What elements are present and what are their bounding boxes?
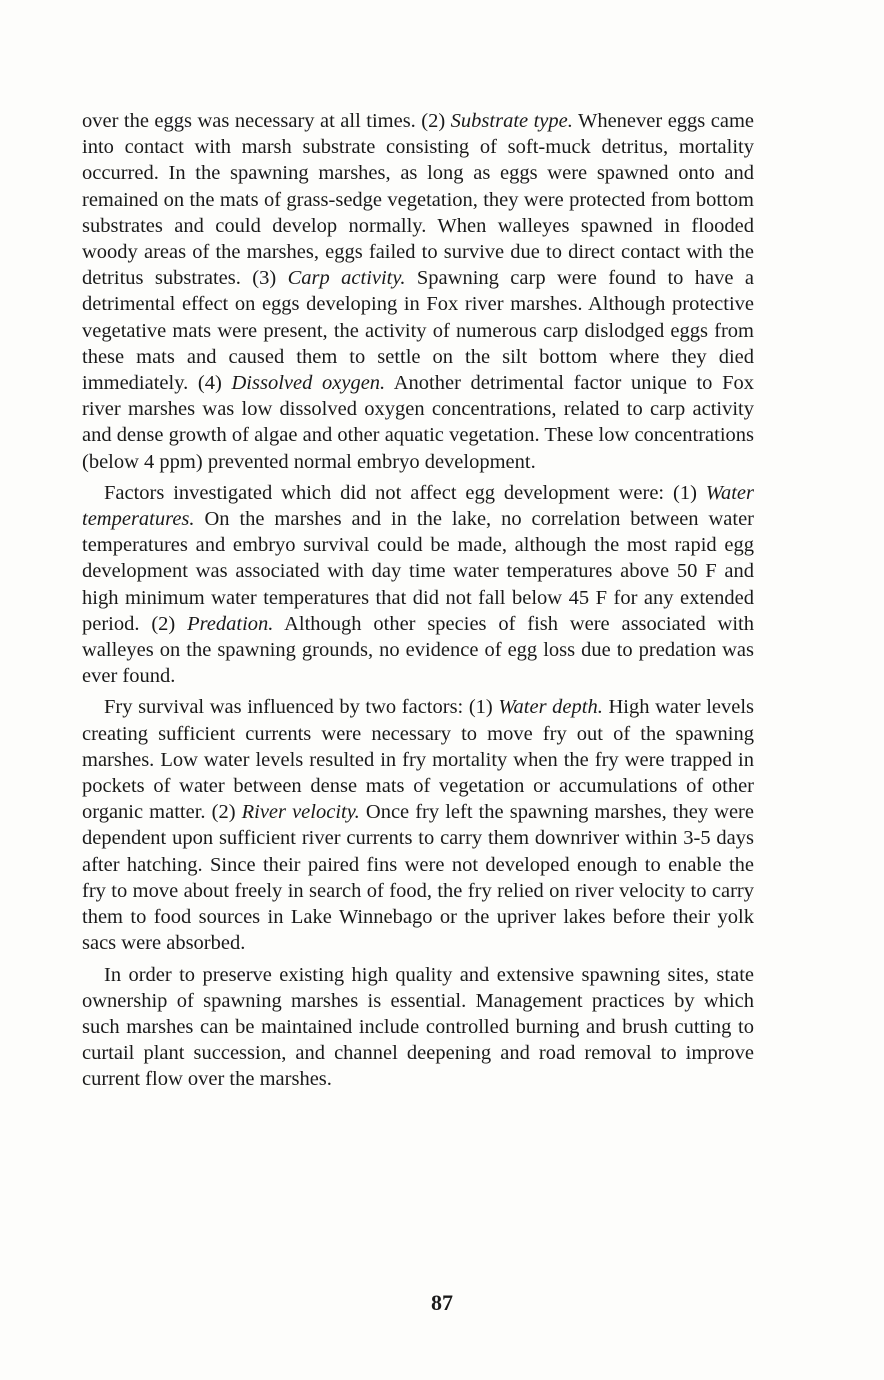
italic-term: Substrate type. xyxy=(450,110,573,132)
italic-term: Water temperatures. xyxy=(82,481,754,531)
paragraph-2 xyxy=(82,480,754,690)
text-run: High water levels creating sufficient currents were necessary to move fry out of the spawning marshes. Low water levels resulted in fry mortality when the fry were trapped in pockets of water between dense mats of vegetation or accumulations of other organic matter. (2) xyxy=(82,696,755,824)
text-run: Whenever eggs came into contact with marsh substrate consisting of soft-muck detritus, mortality occurred. In the spawning marshes, as long as eggs were spawned onto and remained on the mats of grass-sedge vegetation, they were protected from bottom substrates and could develop normally. When walleyes spawned in flooded woody areas of the marshes, eggs failed to survive due to direct contact with the detritus substrates. (3) xyxy=(82,110,754,290)
text-run: Fry survival was influenced by two factors: (1) xyxy=(104,696,499,719)
italic-term: River velocity. xyxy=(241,801,360,824)
text-run: Another detrimental factor unique to Fox river marshes was low dissolved oxygen concentrations, related to carp activity and dense growth of algae and other aquatic vegetation. These low concentrations (below 4 ppm) prevented normal embryo development. xyxy=(82,372,754,473)
italic-term: Predation. xyxy=(187,612,274,635)
text-run: over the eggs was necessary at all times. (2) xyxy=(82,110,451,132)
text-run: Factors investigated which did not affect egg development were: (1) xyxy=(104,481,706,504)
paragraph-4 xyxy=(82,962,754,1093)
text-run: Spawning carp were found to have a detrimental effect on eggs developing in Fox river marshes. Although protective vegetative mats were present, the activity of numerous carp dislodged eggs from these mats and caused them to settle on the silt bottom where they died immediately. (4) xyxy=(82,267,754,395)
page-number: 87 xyxy=(431,1290,453,1315)
text-run: On the marshes and in the lake, no correlation between water temperatures and embryo survival could be made, although the most rapid egg development was associated with day time water temperatures above 50 F and high minimum water temperatures that did not fall below 45 F for any extended period. (2) xyxy=(82,508,754,635)
text-run: Once fry left the spawning marshes, they were dependent upon sufficient river currents to carry them downriver within 3-5 days after hatching. Since their paired fins were not developed enough to enable the fry to move about freely in search of food, the fry relied on river velocity to carry them to food sources in Lake Winnebago or the upriver lakes before their yolk sacs were absorbed. xyxy=(82,801,754,955)
italic-term: Carp activity. xyxy=(287,267,406,290)
italic-term: Dissolved oxygen. xyxy=(231,372,386,395)
paragraph-1 xyxy=(82,108,754,475)
italic-term: Water depth. xyxy=(498,696,603,719)
body-text xyxy=(82,108,754,1098)
paragraph-3 xyxy=(82,694,754,956)
text-run: In order to preserve existing high quality and extensive spawning sites, state ownership of spawning marshes is essential. Management practices by which such marshes can be maintained include controlled burning and brush cutting to curtail plant succession, and channel deepening and road removal to improve current flow over the marshes. xyxy=(82,963,754,1091)
text-run: Although other species of fish were associated with walleyes on the spawning grounds, no evidence of egg loss due to predation was ever found. xyxy=(82,612,754,688)
